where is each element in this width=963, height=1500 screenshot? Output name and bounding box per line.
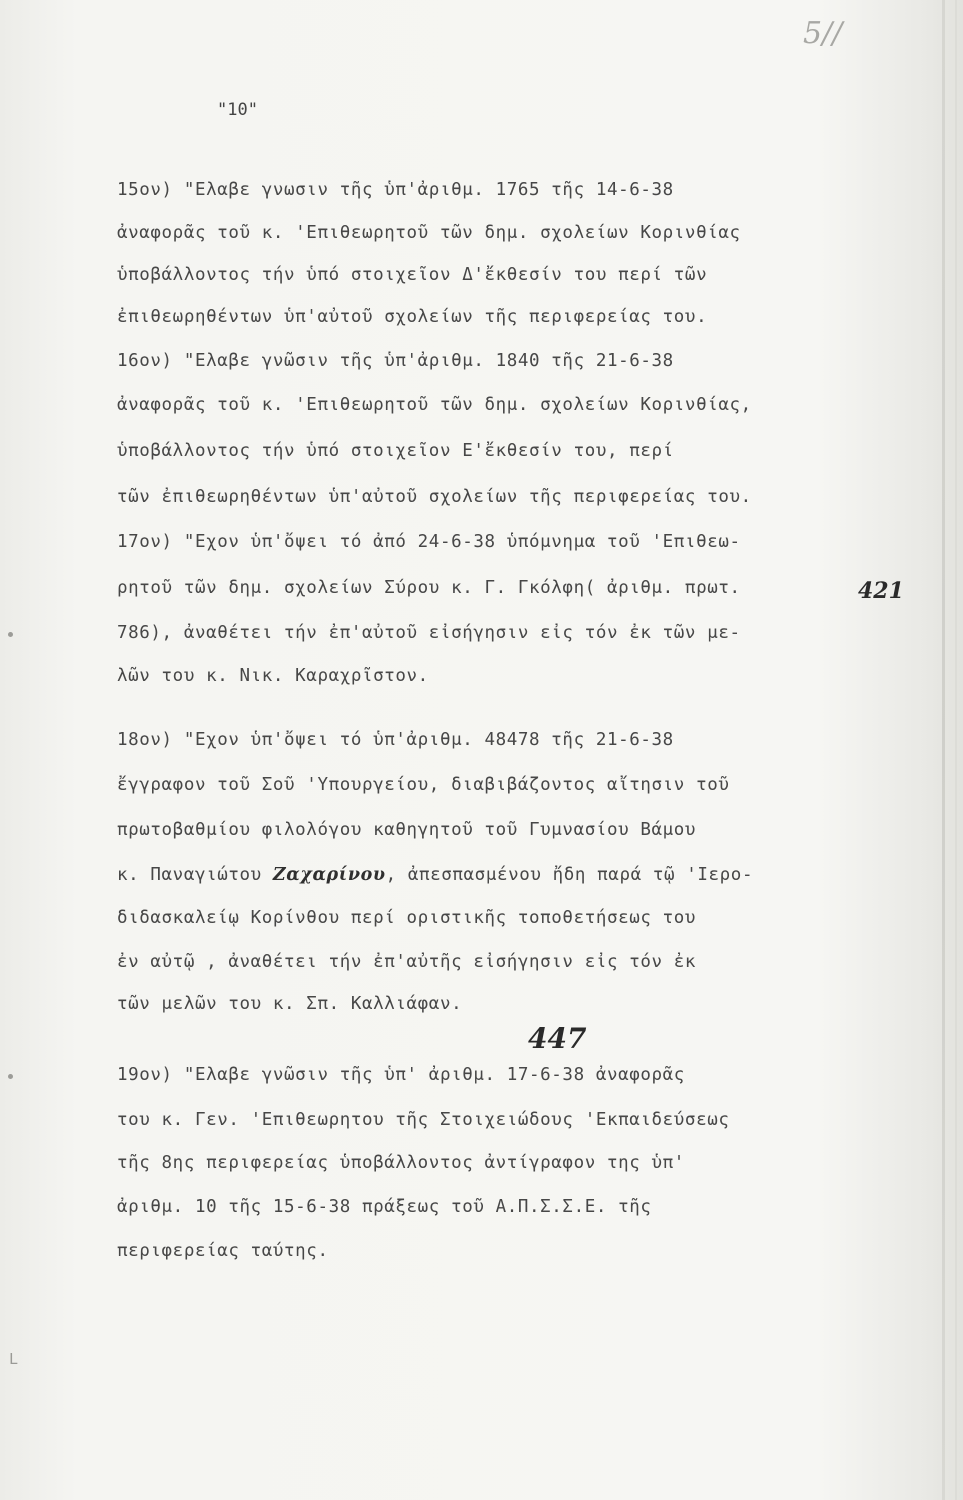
text-line: ρητοῦ τῶν δημ. σχολείων Σύρου κ. Γ. Γκόλφη( ἀριθμ. πρωτ.: [117, 578, 741, 598]
handwritten-signature-number: 447: [528, 1022, 587, 1055]
text-line: πρωτοβαθμίου φιλολόγου καθηγητοῦ τοῦ Γυμνασίου Βάμου: [117, 820, 697, 840]
text-line: διδασκαλείῳ Κορίνθου περί οριστικῆς τοποθετήσεως του: [117, 908, 697, 928]
margin-mark: L: [9, 1350, 19, 1368]
text-line: τῶν ἐπιθεωρηθέντων ὑπ'αὐτοῦ σχολείων τῆς περιφερείας του.: [117, 487, 752, 507]
text-line: 786), ἀναθέτει τήν ἐπ'αὐτοῦ εἰσήγησιν εἰς τόν ἐκ τῶν με-: [117, 623, 741, 643]
line-prefix: κ. Παναγιώτου: [117, 865, 273, 885]
handwritten-surname: Ζαχαρίνου: [272, 865, 386, 885]
text-line: [117, 865, 753, 885]
margin-punch-mark: [8, 1074, 13, 1079]
text-line: ἀριθμ. 10 τῆς 15-6-38 πράξεως τοῦ Α.Π.Σ.Σ.Ε. τῆς: [117, 1197, 652, 1217]
text-line: ἀναφορᾶς τοῦ κ. 'Επιθεωρητοῦ τῶν δημ. σχολείων Κορινθίας: [117, 223, 741, 243]
text-line: 16ον) "Ελαβε γνῶσιν τῆς ὑπ'ἀριθμ. 1840 τῆς 21-6-38: [117, 351, 674, 371]
text-line: 19ον) "Ελαβε γνῶσιν τῆς ὑπ' ἀριθμ. 17-6-38 ἀναφορᾶς: [117, 1065, 685, 1085]
page-edge-line: [955, 0, 957, 1500]
page-number: "10": [217, 100, 258, 120]
text-line: ὑποβάλλοντος τήν ὑπό στοιχεῖον Δ'ἔκθεσίν του περί τῶν: [117, 265, 708, 285]
text-line: ἐν αὐτῷ , ἀναθέτει τήν ἐπ'αὐτῆς εἰσήγησιν εἰς τόν ἐκ: [117, 952, 697, 972]
text-line: ἐπιθεωρηθέντων ὑπ'αὐτοῦ σχολείων τῆς περιφερείας του.: [117, 307, 708, 327]
top-corner-mark: 5//: [803, 16, 843, 51]
text-line: 17ον) "Εχον ὑπ'ὄψει τό ἀπό 24-6-38 ὑπόμνημα τοῦ 'Επιθεω-: [117, 532, 741, 552]
text-line: 15ον) "Ελαβε γνωσιν τῆς ὑπ'ἀριθμ. 1765 τῆς 14-6-38: [117, 180, 674, 200]
handwritten-stamp-number: 421: [858, 578, 904, 604]
text-line: ὑποβάλλοντος τήν ὑπό στοιχεῖον Ε'ἔκθεσίν του, περί: [117, 441, 674, 461]
text-line: τῶν μελῶν του κ. Σπ. Καλλιάφαν.: [117, 994, 463, 1014]
text-line: ἀναφορᾶς τοῦ κ. 'Επιθεωρητοῦ τῶν δημ. σχολείων Κορινθίας,: [117, 395, 752, 415]
line-suffix: , ἀπεσπασμένου ἤδη παρά τῷ 'Ιερο-: [385, 865, 754, 885]
text-line: ἔγγραφον τοῦ Σοῦ 'Υπουργείου, διαβιβάζοντος αἴτησιν τοῦ: [117, 775, 730, 795]
text-line: τῆς 8ης περιφερείας ὑποβάλλοντος ἀντίγραφον της ὑπ': [117, 1153, 685, 1173]
text-line: λῶν του κ. Νικ. Καραχρῖστον.: [117, 666, 429, 686]
margin-punch-mark: [8, 632, 13, 637]
text-line: 18ον) "Εχον ὑπ'ὄψει τό ὑπ'ἀριθμ. 48478 τῆς 21-6-38: [117, 730, 674, 750]
page-edge-shadow: [942, 0, 945, 1500]
text-line: περιφερείας ταύτης.: [117, 1241, 329, 1261]
text-line: του κ. Γεν. 'Επιθεωρητου τῆς Στοιχειώδους 'Εκπαιδεύσεως: [117, 1110, 730, 1130]
